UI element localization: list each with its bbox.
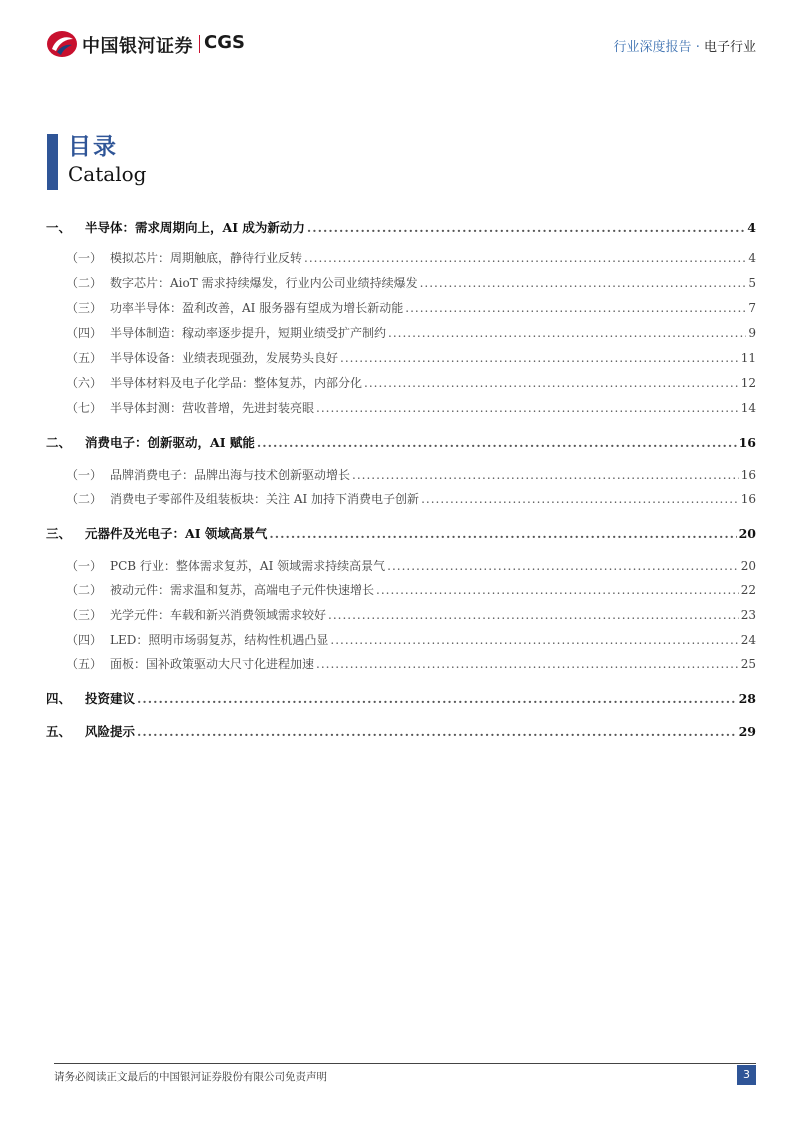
toc-entry-number: （五）: [66, 351, 103, 365]
toc-leader-dots: [269, 526, 736, 541]
toc-entry-title: 消费电子零部件及组装板块：关注 AI 加持下消费电子创新: [110, 492, 420, 506]
toc-entry-title: 品牌消费电子：品牌出海与技术创新驱动增长: [110, 468, 351, 482]
toc-leader-dots: [340, 351, 739, 365]
header-separator: ·: [695, 40, 700, 55]
toc-entry-number: （二）: [66, 276, 103, 290]
toc-entry-title: 模拟芯片：周期触底，静待行业反转: [110, 251, 303, 265]
toc-leader-dots: [352, 468, 739, 482]
toc-entry-page: 28: [738, 691, 756, 706]
toc-entry-number: （三）: [66, 301, 103, 315]
toc-leader-dots: [364, 376, 739, 390]
cgs-logo-icon: [46, 30, 78, 58]
toc-entry-number: （一）: [66, 559, 103, 573]
footer-disclaimer: 请务必阅读正文最后的中国银河证券股份有限公司免责声明: [54, 1071, 327, 1083]
toc-entry-title: 投资建议: [85, 691, 136, 706]
toc-entry-number: （一）: [66, 251, 103, 265]
toc-entry-number: （七）: [66, 401, 103, 415]
toc-section-entry[interactable]: [66, 606, 756, 623]
toc-section-entry[interactable]: [66, 324, 756, 341]
logo-divider: [199, 35, 200, 53]
toc-entry-page: 12: [740, 376, 756, 390]
toc-entry-title: 半导体：需求周期向上，AI 成为新动力: [85, 220, 305, 235]
toc-leader-dots: [304, 251, 746, 265]
toc-entry-page: 4: [747, 220, 756, 235]
toc-entry-page: 16: [738, 435, 756, 450]
toc-section-entry[interactable]: [66, 655, 756, 672]
toc-entry-title: 被动元件：需求温和复苏，高端电子元件快速增长: [110, 583, 375, 597]
toc-leader-dots: [387, 559, 739, 573]
toc-leader-dots: [376, 583, 739, 597]
toc-leader-dots: [307, 220, 745, 235]
toc-entry-title: 半导体材料及电子化学品：整体复苏，内部分化: [110, 376, 363, 390]
toc-chapter-entry[interactable]: [46, 689, 756, 707]
toc-entry-number: 三、: [46, 526, 72, 541]
toc-entry-number: （二）: [66, 583, 103, 597]
toc-leader-dots: [388, 326, 746, 340]
toc-leader-dots: [328, 608, 739, 622]
toc-title-en: Catalog: [68, 162, 147, 186]
toc-entry-title: 半导体制造：稼动率逐步提升，短期业绩受扩产制约: [110, 326, 387, 340]
toc-leader-dots: [316, 657, 739, 671]
toc-entry-page: 16: [740, 468, 756, 482]
toc-leader-dots: [330, 633, 738, 647]
toc-entry-number: 五、: [46, 724, 72, 739]
toc-leader-dots: [405, 301, 746, 315]
toc-entry-title: 半导体设备：业绩表现强劲，发展势头良好: [110, 351, 339, 365]
toc-entry-page: 29: [738, 724, 756, 739]
toc-section-entry[interactable]: [66, 249, 756, 266]
toc-entry-page: 7: [748, 301, 756, 315]
toc-entry-page: 11: [740, 351, 756, 365]
report-type: 行业深度报告: [613, 40, 692, 55]
toc-section-entry[interactable]: [66, 274, 756, 291]
toc-entry-page: 22: [740, 583, 756, 597]
toc-entry-title: 半导体封测：营收普增，先进封装亮眼: [110, 401, 315, 415]
toc-entry-title: 消费电子：创新驱动，AI 赋能: [85, 435, 255, 450]
toc-leader-dots: [421, 492, 739, 506]
toc-section-entry[interactable]: [66, 631, 756, 648]
toc-entry-number: （六）: [66, 376, 103, 390]
logo-text-en: CGS: [204, 32, 245, 53]
toc-leader-dots: [316, 401, 739, 415]
toc-entry-page: 14: [740, 401, 756, 415]
toc-entry-title: 数字芯片：AioT 需求持续爆发，行业内公司业绩持续爆发: [110, 276, 418, 290]
toc-entry-title: 面板：国补政策驱动大尺寸化进程加速: [110, 657, 315, 671]
page-header: [0, 0, 794, 80]
toc-entry-page: 5: [748, 276, 756, 290]
toc-entry-title: 元器件及光电子：AI 领域高景气: [85, 526, 268, 541]
toc-chapter-entry[interactable]: [46, 524, 756, 542]
toc-section-entry[interactable]: [66, 490, 756, 507]
toc-title-cn: 目录: [68, 134, 118, 160]
toc-entry-page: 23: [740, 608, 756, 622]
toc-entry-number: 二、: [46, 435, 72, 450]
toc-chapter-entry[interactable]: [46, 433, 756, 451]
toc-section-entry[interactable]: [66, 466, 756, 483]
toc-entry-number: （四）: [66, 326, 103, 340]
toc-entry-number: （三）: [66, 608, 103, 622]
toc-section-entry[interactable]: [66, 581, 756, 598]
toc-section-entry[interactable]: [66, 299, 756, 316]
toc-entry-title: 功率半导体：盈利改善，AI 服务器有望成为增长新动能: [110, 301, 404, 315]
sector-name: 电子行业: [703, 40, 756, 55]
toc-section-entry[interactable]: [66, 374, 756, 391]
toc-entry-title: PCB 行业：整体需求复苏，AI 领域需求持续高景气: [110, 559, 386, 573]
toc-chapter-entry[interactable]: [46, 218, 756, 236]
toc-leader-dots: [137, 691, 737, 706]
toc-section-entry[interactable]: [66, 557, 756, 574]
toc-entry-page: 25: [740, 657, 756, 671]
toc-entry-number: （二）: [66, 492, 103, 506]
toc-section-entry[interactable]: [66, 399, 756, 416]
toc-chapter-entry[interactable]: [46, 722, 756, 740]
toc-leader-dots: [257, 435, 737, 450]
toc-entry-number: （一）: [66, 468, 103, 482]
toc-entry-page: 16: [740, 492, 756, 506]
footer-divider: [54, 1063, 756, 1064]
logo-text-cn: 中国银河证券: [82, 36, 193, 57]
page-number: 3: [737, 1065, 756, 1085]
toc-leader-dots: [137, 724, 737, 739]
toc-entry-page: 20: [738, 526, 756, 541]
toc-entry-number: （四）: [66, 633, 103, 647]
report-category: [614, 36, 756, 55]
title-accent-bar: [47, 134, 58, 190]
toc-entry-number: （五）: [66, 657, 103, 671]
toc-entry-title: 风险提示: [85, 724, 136, 739]
toc-entry-page: 20: [740, 559, 756, 573]
toc-entry-title: LED：照明市场弱复苏，结构性机遇凸显: [110, 633, 329, 647]
toc-leader-dots: [420, 276, 747, 290]
toc-entry-page: 4: [748, 251, 756, 265]
toc-entry-page: 24: [740, 633, 756, 647]
toc-section-entry[interactable]: [66, 349, 756, 366]
toc-entry-number: 四、: [46, 691, 72, 706]
toc-entry-number: 一、: [46, 220, 72, 235]
toc-entry-title: 光学元件：车载和新兴消费领域需求较好: [110, 608, 327, 622]
toc-entry-page: 9: [748, 326, 756, 340]
